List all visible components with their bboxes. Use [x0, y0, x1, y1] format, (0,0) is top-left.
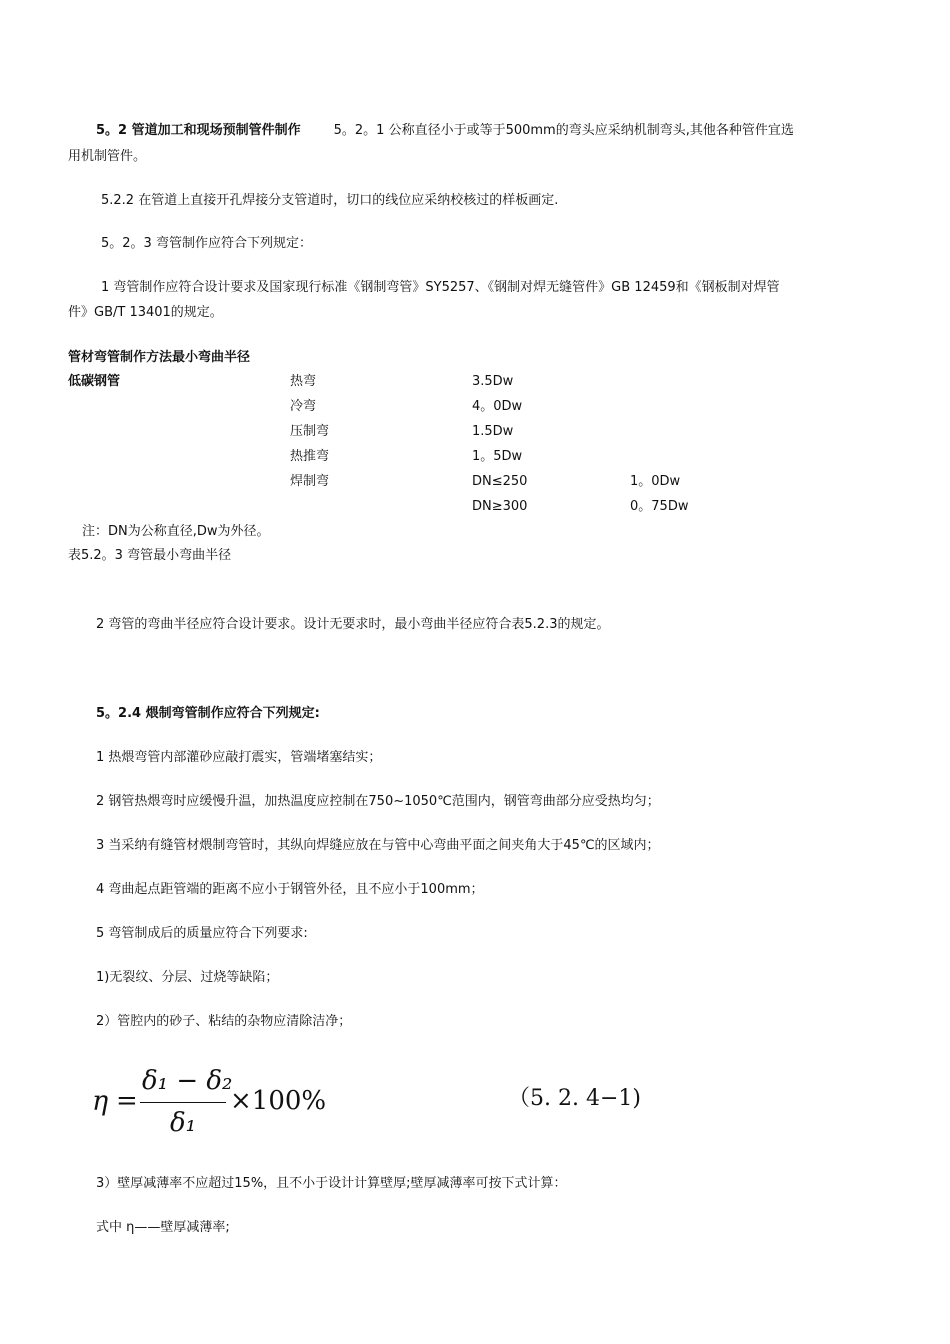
formula-multiplier: ×100%: [230, 1086, 327, 1116]
table-radius: 1.5Dw: [472, 424, 514, 439]
table-method: 压制弯: [290, 424, 330, 439]
table-radius: 1。5Dw: [472, 449, 523, 464]
clause-5-2-3-item-1: 1 弯管制作应符合设计要求及国家现行标准《钢制弯管》SY5257、《钢制对焊无缝管件》GB 12459和《钢板制对焊管: [101, 280, 780, 295]
table-material: 低碳钢管: [68, 374, 121, 389]
table-caption: 表5.2。3 弯管最小弯曲半径: [68, 548, 232, 563]
formula-lhs: η: [92, 1086, 109, 1117]
list-item: 3 当采纳有缝管材煨制弯管时，其纵向焊缝应放在与管中心弯曲平面之间夹角大于45℃的区域内；: [96, 838, 660, 853]
list-item: 4 弯曲起点距管端的距离不应小于钢管外径，且不应小于100mm；: [96, 882, 484, 897]
clause-5-2-3: 5。2。3 弯管制作应符合下列规定：: [101, 236, 312, 251]
table-radius: 4。0Dw: [472, 399, 523, 414]
formula-denominator: δ₁: [170, 1108, 197, 1138]
clause-5-2-3-item-1-continuation: 件》GB/T 13401的规定。: [68, 305, 223, 320]
paragraph-5-2-1: [96, 124, 794, 137]
table-extra: 1。0Dw: [630, 474, 681, 489]
table-method: 冷弯: [290, 399, 317, 414]
clause-5-2-2: 5.2.2 在管道上直接开孔焊接分支管道时，切口的线位应采纳校核过的样板画定.: [101, 193, 559, 208]
table-header: 管材弯管制作方法最小弯曲半径: [68, 350, 251, 365]
table-radius: 3.5Dw: [472, 374, 514, 389]
list-item: 1 热煨弯管内部灌砂应敲打震实，管端堵塞结实；: [96, 750, 382, 765]
table-extra: 0。75Dw: [630, 499, 689, 514]
formula-equals: =: [116, 1086, 138, 1116]
list-item: 1)无裂纹、分层、过烧等缺陷；: [96, 970, 279, 985]
table-method: 热弯: [290, 374, 317, 389]
formula-number: （5. 2. 4−1): [508, 1086, 641, 1111]
table-note: 注：DN为公称直径,Dw为外径。: [82, 524, 270, 539]
list-item: 2 钢管热煨弯时应缓慢升温，加热温度应控制在750~1050℃范围内，钢管弯曲部分应受热均匀；: [96, 794, 660, 809]
table-method: 热推弯: [290, 449, 330, 464]
table-radius: DN≥300: [472, 499, 528, 514]
clause-5-2-1-text: 5。2。1 公称直径小于或等于500mm的弯头应采纳机制弯头,其他各种管件宜选: [333, 123, 794, 138]
fraction-bar: [140, 1102, 226, 1103]
table-radius: DN≤250: [472, 474, 528, 489]
section-heading-5-2: 5。2 管道加工和现场预制管件制作: [96, 123, 301, 138]
formula-symbol-definition: 式中 η——壁厚减薄率;: [96, 1220, 230, 1235]
table-method: 焊制弯: [290, 474, 330, 489]
clause-5-2-1-continuation: 用机制管件。: [68, 149, 147, 164]
list-item: 5 弯管制成后的质量应符合下列要求:: [96, 926, 308, 941]
formula-numerator: δ₁ − δ₂: [142, 1066, 233, 1096]
thickness-reduction-requirement: 3）壁厚减薄率不应超过15%，且不小于设计计算壁厚;壁厚减薄率可按下式计算：: [96, 1176, 567, 1191]
clause-5-2-3-item-2: 2 弯管的弯曲半径应符合设计要求。设计无要求时，最小弯曲半径应符合表5.2.3的规定。: [96, 617, 610, 632]
list-item: 2）管腔内的砂子、粘结的杂物应清除洁净；: [96, 1014, 352, 1029]
section-heading-5-2-4: 5。2.4 煨制弯管制作应符合下列规定:: [96, 706, 320, 721]
